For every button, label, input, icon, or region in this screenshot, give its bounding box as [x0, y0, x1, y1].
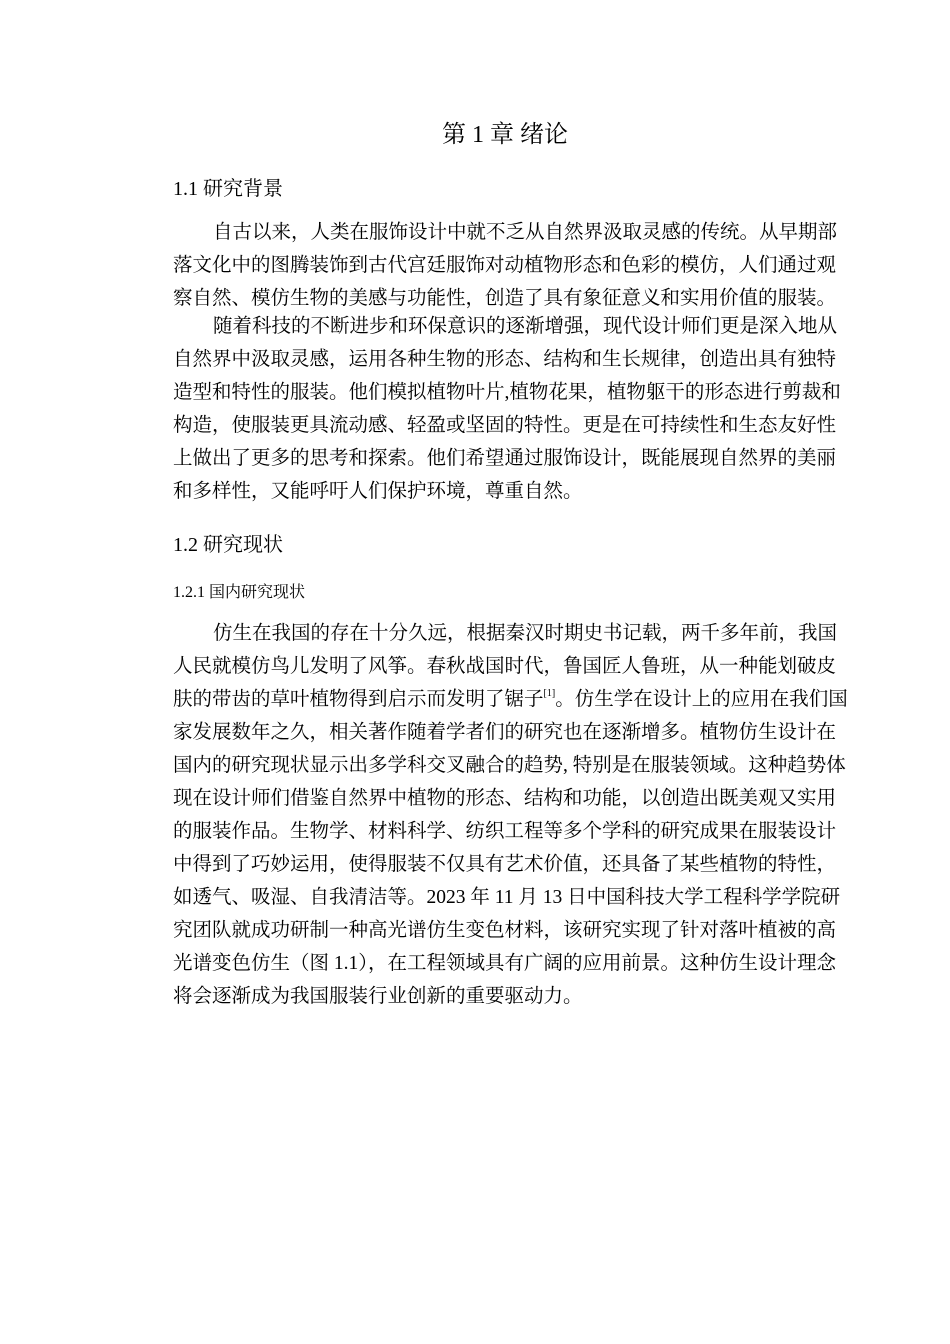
chapter-title: 第 1 章 绪论: [442, 122, 568, 148]
paragraph-background-2: [173, 310, 841, 508]
text-line: 现在设计师们借鉴自然界中植物的形态、结构和功能，以创造出既美观又实用: [173, 788, 837, 809]
text-line: 随着科技的不断进步和环保意识的逐渐增强，现代设计师们更是深入地从: [213, 316, 838, 337]
text-line: 仿生在我国的存在十分久远，根据秦汉时期史书记载，两千多年前，我国: [213, 623, 838, 644]
section-heading-1-2: 1.2 研究现状: [173, 534, 283, 556]
text-line: 人民就模仿鸟儿发明了风筝。春秋战国时代，鲁国匠人鲁班，从一种能划破皮: [173, 656, 837, 677]
text-line: 自然界中汲取灵感，运用各种生物的形态、结构和生长规律，创造出具有独特: [173, 349, 837, 370]
text-line: 家发展数年之久，相关著作随着学者们的研究也在逐渐增多。植物仿生设计在: [173, 722, 837, 743]
text-line: 中得到了巧妙运用，使得服装不仅具有艺术价值，还具备了某些植物的特性，: [173, 854, 837, 875]
text-line: 落文化中的图腾装饰到古代宫廷服饰对动植物形态和色彩的模仿，人们通过观: [173, 255, 837, 276]
citation-ref[interactable]: [1]: [543, 688, 556, 699]
text-line: 如透气、吸湿、自我清洁等。2023 年 11 月 13 日中国科技大学工程科学学院研: [173, 887, 841, 908]
paragraph-domestic-status: [173, 617, 848, 1013]
text-segment: 。仿生学在设计上的应用在我们国: [555, 689, 848, 710]
text-line: 自古以来，人类在服饰设计中就不乏从自然界汲取灵感的传统。从早期部: [213, 222, 838, 243]
text-line: 的服装作品。生物学、材料科学、纺织工程等多个学科的研究成果在服装设计: [173, 821, 837, 842]
text-line: 构造，使服装更具流动感、轻盈或坚固的特性。更是在可持续性和生态友好性: [173, 415, 837, 436]
text-line: 和多样性，又能呼吁人们保护环境，尊重自然。: [173, 481, 583, 502]
section-heading-1-1: 1.1 研究背景: [173, 178, 283, 200]
text-line: 上做出了更多的思考和探索。他们希望通过服饰设计，既能展现自然界的美丽: [173, 448, 837, 469]
text-line: [173, 683, 848, 716]
text-line: 察自然、模仿生物的美感与功能性，创造了具有象征意义和实用价值的服装。: [173, 288, 837, 309]
text-line: 国内的研究现状显示出多学科交叉融合的趋势, 特别是在服装领域。这种趋势体: [173, 755, 846, 776]
subsection-heading-1-2-1: 1.2.1 国内研究现状: [173, 584, 306, 601]
text-line: 光谱变色仿生（图 1.1），在工程领域具有广阔的应用前景。这种仿生设计理念: [173, 953, 837, 974]
text-segment: 肤的带齿的草叶植物得到启示而发明了锯子: [173, 689, 544, 710]
text-line: 将会逐渐成为我国服装行业创新的重要驱动力。: [173, 986, 583, 1007]
text-line: 究团队就成功研制一种高光谱仿生变色材料，该研究实现了针对落叶植被的高: [173, 920, 837, 941]
paragraph-background-1: [173, 216, 836, 315]
text-line: 造型和特性的服装。他们模拟植物叶片,植物花果，植物躯干的形态进行剪裁和: [173, 382, 841, 403]
